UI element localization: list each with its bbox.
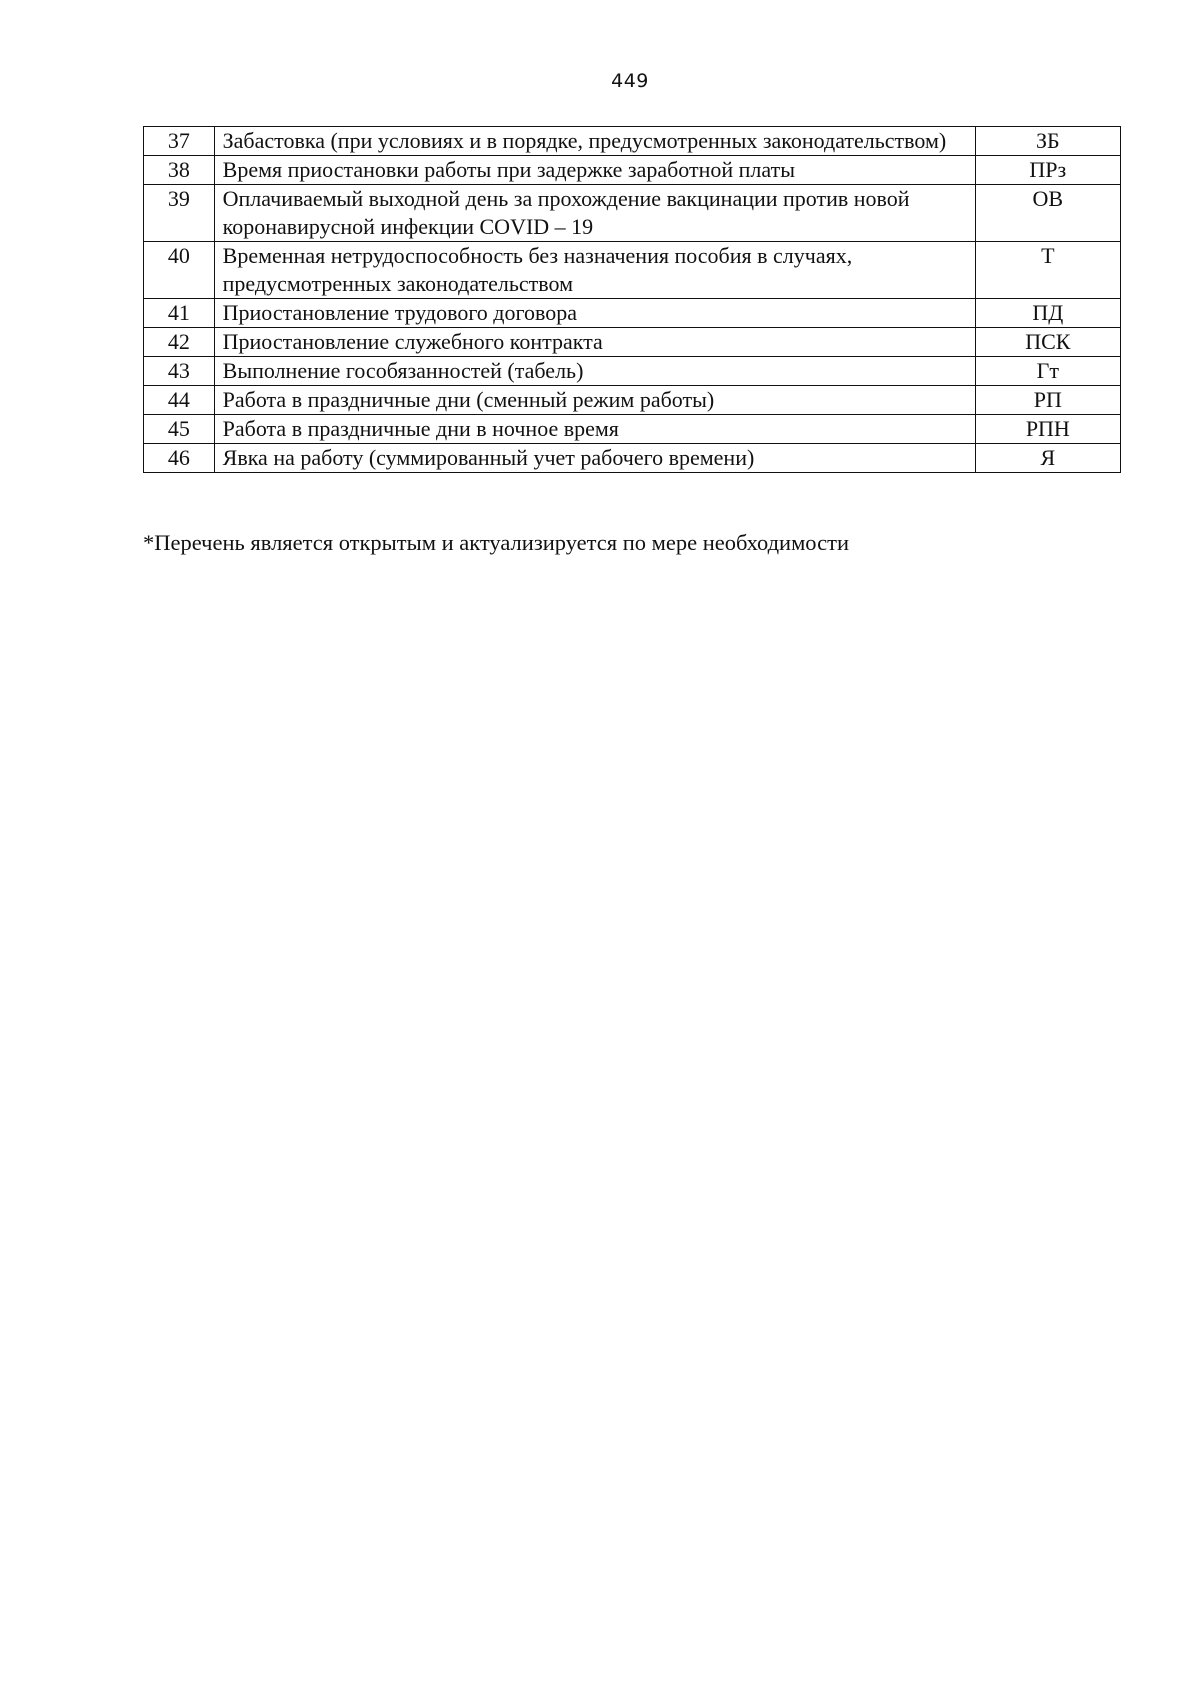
footnote: *Перечень является открытым и актуализируется по мере необходимости	[143, 530, 849, 555]
row-code: РПН	[975, 415, 1120, 444]
row-number: 46	[144, 444, 215, 473]
row-number: 39	[144, 185, 215, 242]
row-description: Время приостановки работы при задержке заработной платы	[214, 156, 975, 185]
row-code: ПСК	[975, 328, 1120, 357]
row-code: ПРз	[975, 156, 1120, 185]
row-code: ЗБ	[975, 127, 1120, 156]
row-number: 40	[144, 242, 215, 299]
row-code: Гт	[975, 357, 1120, 386]
table-row	[144, 444, 1121, 473]
row-number: 38	[144, 156, 215, 185]
row-code: Я	[975, 444, 1120, 473]
row-description: Явка на работу (суммированный учет рабочего времени)	[214, 444, 975, 473]
table-row	[144, 415, 1121, 444]
table-row	[144, 242, 1121, 299]
timesheet-codes-table	[143, 126, 1121, 473]
row-number: 41	[144, 299, 215, 328]
row-description: Забастовка (при условиях и в порядке, предусмотренных законодательством)	[214, 127, 975, 156]
row-code: ОВ	[975, 185, 1120, 242]
table-row	[144, 127, 1121, 156]
row-description: Работа в праздничные дни (сменный режим работы)	[214, 386, 975, 415]
row-description: Приостановление трудового договора	[214, 299, 975, 328]
table-row	[144, 357, 1121, 386]
row-code: Т	[975, 242, 1120, 299]
row-number: 44	[144, 386, 215, 415]
row-description: Выполнение гособязанностей (табель)	[214, 357, 975, 386]
table-row	[144, 156, 1121, 185]
table-row	[144, 386, 1121, 415]
row-number: 42	[144, 328, 215, 357]
row-number: 37	[144, 127, 215, 156]
row-description: Оплачиваемый выходной день за прохождение вакцинации против новой коронавирусной инфекции COVID – 19	[214, 185, 975, 242]
row-description: Приостановление служебного контракта	[214, 328, 975, 357]
row-description: Временная нетрудоспособность без назначения пособия в случаях, предусмотренных законодательством	[214, 242, 975, 299]
row-number: 45	[144, 415, 215, 444]
table-row	[144, 328, 1121, 357]
row-code: ПД	[975, 299, 1120, 328]
table-row	[144, 185, 1121, 242]
row-number: 43	[144, 357, 215, 386]
page-number: 449	[611, 70, 649, 92]
row-code: РП	[975, 386, 1120, 415]
table-row	[144, 299, 1121, 328]
row-description: Работа в праздничные дни в ночное время	[214, 415, 975, 444]
